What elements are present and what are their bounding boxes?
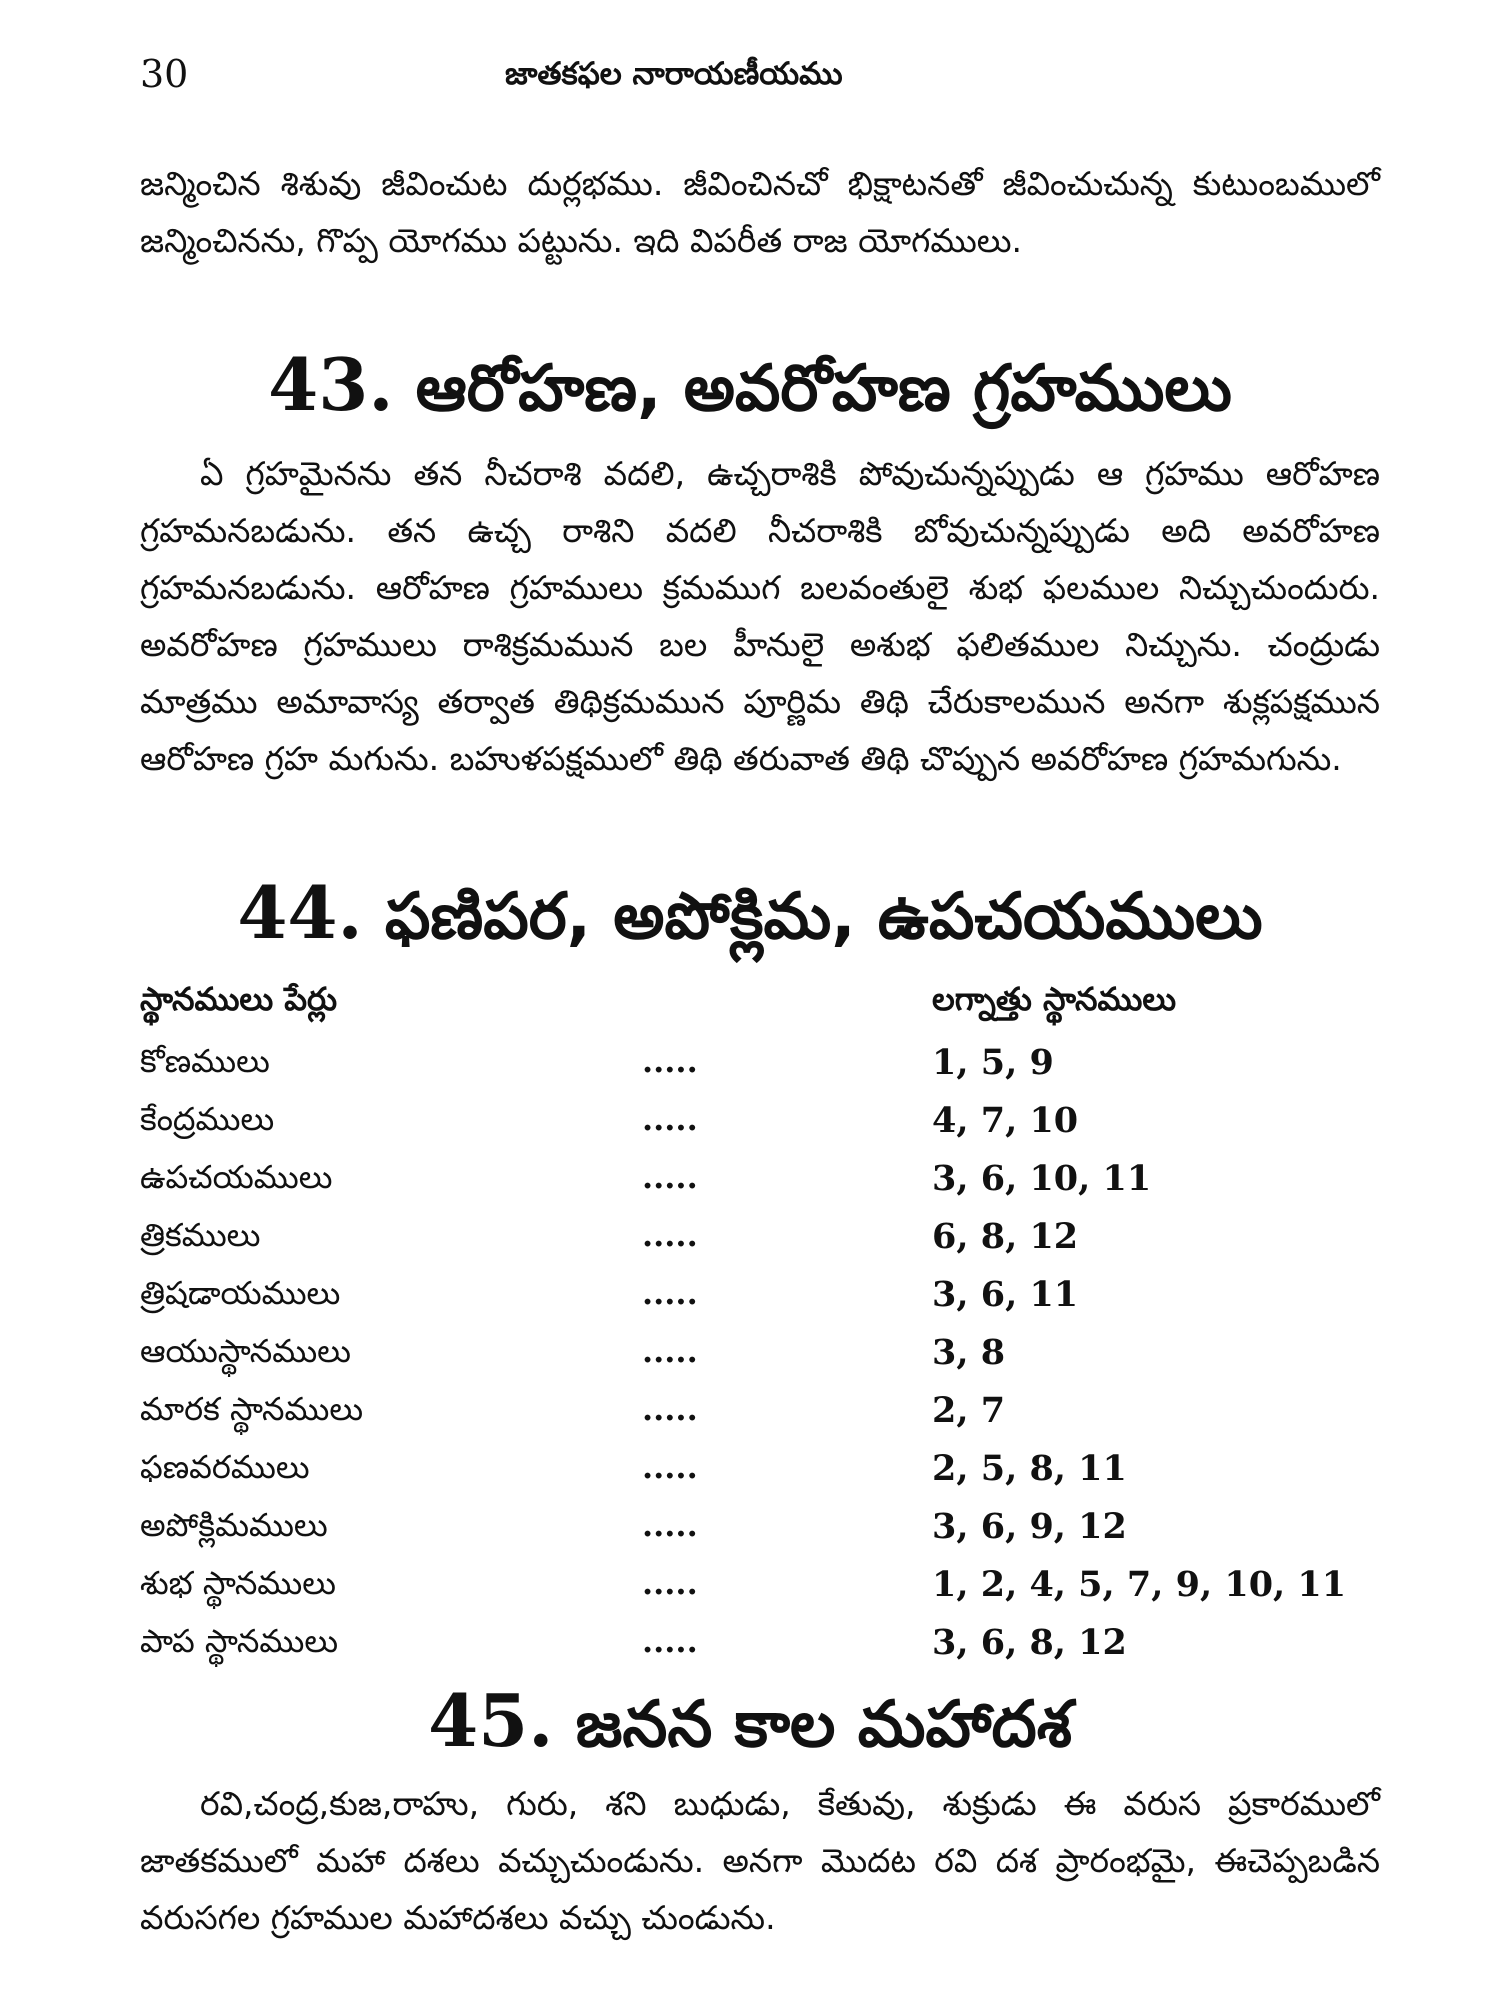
- row-dots: .....: [642, 1448, 698, 1486]
- row-name: కేంద్రములు: [140, 1100, 275, 1138]
- table-row: [140, 1332, 1380, 1388]
- section-44-heading: [0, 870, 1500, 969]
- section-45-title: జనన కాల మహాదశ: [575, 1688, 1072, 1762]
- section-44-number: 44.: [237, 870, 363, 955]
- row-places: 2, 5, 8, 11: [932, 1448, 1127, 1489]
- table-row: [140, 1390, 1380, 1446]
- row-dots: .....: [642, 1042, 698, 1080]
- row-name: మారక స్థానములు: [140, 1390, 364, 1428]
- table-row: [140, 1564, 1380, 1620]
- section-45-paragraph: రవి,చంద్ర,కుజ,రాహు, గురు, శని బుధుడు, కేతువు, శుక్రుడు ఈ వరుస ప్రకారములో జాతకములో మహా దశలు వచ్చుచుండును. అనగా మొదట రవి దశ ప్రారంభమై, ఈచెప్పబడిన వరుసగల గ్రహముల మహాదశలు వచ్చు చుండును.: [140, 1784, 1380, 1937]
- table-row: [140, 1274, 1380, 1330]
- table-row: [140, 1506, 1380, 1562]
- row-name: ఉపచయములు: [140, 1158, 333, 1196]
- row-places: 6, 8, 12: [932, 1216, 1079, 1257]
- row-name: శుభ స్థానములు: [140, 1564, 336, 1602]
- section-43-paragraph: ఏ గ్రహమైనను తన నీచరాశి వదలి, ఉచ్చరాశికి పోవుచున్నప్పుడు ఆ గ్రహము ఆరోహణ గ్రహమనబడును. తన ఉచ్చ రాశిని వదలి నీచరాశికి బోవుచున్నప్పుడు అది అవరోహణ గ్రహమనబడును. ఆరోహణ గ్రహములు క్రమముగ బలవంతులై శుభ ఫలముల నిచ్చుచుందురు. అవరోహణ గ్రహములు రాశిక్రమమున బల హీనులై అశుభ ఫలితముల నిచ్చును. చంద్రుడు మాత్రము అమావాస్య తర్వాత తిథిక్రమమున పూర్ణిమ తిథి చేరుకాలమున అనగా శుక్లపక్షమున ఆరోహణ గ్రహ మగును. బహుళపక్షములో తిథి తరువాత తిథి చొప్పున అవరోహణ గ్రహమగును.: [140, 454, 1380, 778]
- row-dots: .....: [642, 1216, 698, 1254]
- page-number: 30: [140, 52, 189, 96]
- table-row: [140, 1448, 1380, 1504]
- row-places: 3, 8: [932, 1332, 1006, 1373]
- row-dots: .....: [642, 1100, 698, 1138]
- row-name: త్రికములు: [140, 1216, 261, 1254]
- section-45-heading: [0, 1678, 1500, 1777]
- row-places: 3, 6, 9, 12: [932, 1506, 1127, 1547]
- table-row: [140, 1042, 1380, 1098]
- row-name: ఫణవరములు: [140, 1448, 310, 1486]
- row-places: 1, 2, 4, 5, 7, 9, 10, 11: [932, 1564, 1347, 1605]
- row-places: 3, 6, 10, 11: [932, 1158, 1152, 1199]
- row-dots: .....: [642, 1622, 698, 1660]
- row-dots: .....: [642, 1506, 698, 1544]
- row-name: ఆయుస్థానములు: [140, 1332, 351, 1370]
- table-row: [140, 1158, 1380, 1214]
- row-places: 4, 7, 10: [932, 1100, 1079, 1141]
- places-table-header: [140, 980, 1380, 1036]
- page-header: [0, 52, 1500, 112]
- table-row: [140, 1100, 1380, 1156]
- row-places: 1, 5, 9: [932, 1042, 1054, 1083]
- table-row: [140, 1216, 1380, 1272]
- row-dots: .....: [642, 1274, 698, 1312]
- intro-paragraph: జన్మించిన శిశువు జీవించుట దుర్లభము. జీవించినచో భిక్షాటనతో జీవించుచున్న కుటుంబములో జన్మించినను, గొప్ప యోగము పట్టును. ఇది విపరీత రాజ యోగములు.: [140, 164, 1380, 260]
- section-45-number: 45.: [428, 1678, 554, 1763]
- section-44-title: ఫణిపర, అపోక్లిమ, ఉపచయములు: [384, 880, 1263, 954]
- row-places: 3, 6, 11: [932, 1274, 1079, 1315]
- running-title: జాతకఫల నారాయణీయము: [505, 56, 843, 92]
- row-dots: .....: [642, 1564, 698, 1602]
- table-row: [140, 1622, 1380, 1678]
- row-name: పాప స్థానములు: [140, 1622, 339, 1660]
- row-places: 2, 7: [932, 1390, 1006, 1431]
- section-43-number: 43.: [268, 342, 394, 427]
- header-place-names: స్థానములు పేర్లు: [140, 980, 338, 1018]
- row-dots: .....: [642, 1390, 698, 1428]
- header-lagna-places: లగ్నాత్తు స్థానములు: [932, 980, 1177, 1018]
- row-name: అపోక్లిమములు: [140, 1506, 328, 1544]
- row-name: కోణములు: [140, 1042, 270, 1080]
- row-dots: .....: [642, 1332, 698, 1370]
- row-name: త్రిషడాయములు: [140, 1274, 341, 1312]
- section-43-title: ఆరోహణ, అవరోహణ గ్రహములు: [415, 352, 1232, 426]
- row-places: 3, 6, 8, 12: [932, 1622, 1127, 1663]
- section-43-heading: [0, 342, 1500, 441]
- row-dots: .....: [642, 1158, 698, 1196]
